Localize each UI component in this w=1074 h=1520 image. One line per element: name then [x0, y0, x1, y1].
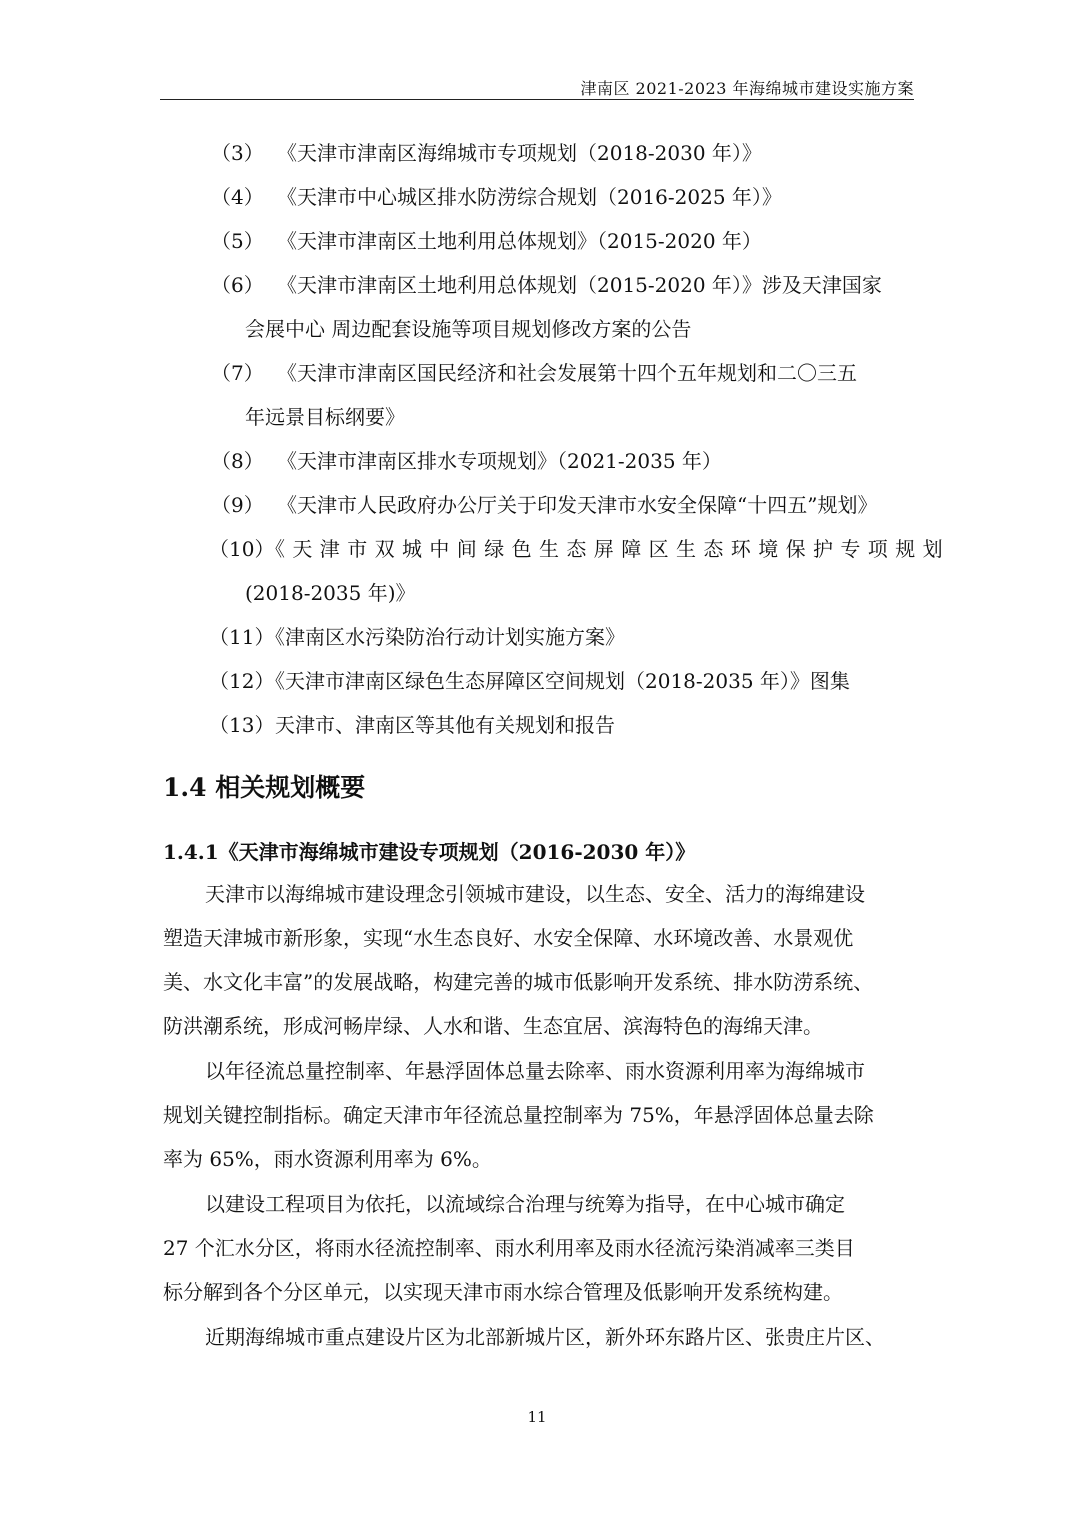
- reference-text-continuation: 年远景目标纲要》: [245, 405, 405, 429]
- reference-number: （8）: [211, 449, 264, 473]
- reference-number: （10）: [209, 537, 275, 561]
- reference-text: 天津市、津南区等其他有关规划和报告: [275, 713, 615, 737]
- paragraph-line: 规划关键控制指标。确定天津市年径流总量控制率为 75%，年悬浮固体总量去除: [163, 1103, 874, 1127]
- reference-item-8: [163, 439, 913, 483]
- paragraph-line: 标分解到各个分区单元，以实现天津市雨水综合管理及低影响开发系统构建。: [163, 1280, 843, 1304]
- body-paragraph-2: [163, 1049, 913, 1181]
- reference-number: （4）: [211, 185, 264, 209]
- reference-item-4: [163, 175, 913, 219]
- reference-item-12: [163, 659, 913, 703]
- reference-number: （6）: [211, 273, 264, 297]
- running-header: 津南区 2021-2023 年海绵城市建设实施方案: [580, 79, 914, 98]
- paragraph-line: 美、水文化丰富”的发展战略，构建完善的城市低影响开发系统、排水防涝系统、: [163, 970, 874, 994]
- reference-item-6: [163, 263, 913, 351]
- reference-number: （3）: [211, 141, 264, 165]
- body-paragraph-4: [163, 1315, 913, 1359]
- reference-item-7: [163, 351, 913, 439]
- paragraph-line: 近期海绵城市重点建设片区为北部新城片区，新外环东路片区、张贵庄片区、: [205, 1325, 885, 1349]
- reference-text-continuation: (2018-2035 年)》: [245, 581, 416, 605]
- reference-text-continuation: 会展中心 周边配套设施等项目规划修改方案的公告: [245, 317, 692, 341]
- paragraph-line: 27 个汇水分区，将雨水径流控制率、雨水利用率及雨水径流污染消减率三类目: [163, 1236, 855, 1260]
- reference-text: 《天津市双城中间绿色生态屏障区生态环境保护专项规划: [265, 537, 950, 561]
- body-paragraph-1: [163, 872, 913, 1048]
- reference-text: 《天津市人民政府办公厅关于印发天津市水安全保障“十四五”规划》: [277, 493, 878, 517]
- reference-item-3: [163, 131, 913, 175]
- reference-number: （11）: [209, 625, 275, 649]
- reference-number: （7）: [211, 361, 264, 385]
- page-number: 11: [527, 1408, 547, 1426]
- reference-text: 《天津市津南区国民经济和社会发展第十四个五年规划和二〇三五: [277, 361, 857, 385]
- reference-text: 《天津市中心城区排水防涝综合规划（2016-2025 年）》: [277, 185, 782, 209]
- paragraph-line: 塑造天津城市新形象，实现“水生态良好、水安全保障、水环境改善、水景观优: [163, 926, 854, 950]
- reference-item-9: [163, 483, 913, 527]
- body-paragraph-3: [163, 1182, 913, 1314]
- reference-text: 《天津市津南区绿色生态屏障区空间规划（2018-2035 年）》图集: [265, 669, 850, 693]
- reference-item-10: [163, 527, 950, 615]
- reference-text: 《天津市津南区土地利用总体规划（2015-2020 年）》涉及天津国家: [277, 273, 882, 297]
- reference-number: （12）: [209, 669, 275, 693]
- reference-number: （9）: [211, 493, 264, 517]
- reference-text: 《天津市津南区海绵城市专项规划（2018-2030 年）》: [277, 141, 762, 165]
- section-heading: 1.4 相关规划概要: [163, 773, 366, 802]
- reference-item-13: [163, 703, 913, 747]
- reference-item-5: [163, 219, 913, 263]
- paragraph-line: 天津市以海绵城市建设理念引领城市建设，以生态、安全、活力的海绵建设: [205, 882, 865, 906]
- paragraph-line: 防洪潮系统，形成河畅岸绿、人水和谐、生态宜居、滨海特色的海绵天津。: [163, 1014, 823, 1038]
- reference-text: 《津南区水污染防治行动计划实施方案》: [265, 625, 625, 649]
- paragraph-line: 以年径流总量控制率、年悬浮固体总量去除率、雨水资源利用率为海绵城市: [205, 1059, 865, 1083]
- reference-list: [163, 131, 950, 747]
- reference-number: （5）: [211, 229, 264, 253]
- reference-text: 《天津市津南区土地利用总体规划》（2015-2020 年）: [277, 229, 762, 253]
- reference-number: （13）: [209, 713, 275, 737]
- reference-item-11: [163, 615, 913, 659]
- paragraph-line: 以建设工程项目为依托，以流域综合治理与统筹为指导，在中心城市确定: [205, 1192, 845, 1216]
- paragraph-line: 率为 65%，雨水资源利用率为 6%。: [163, 1147, 492, 1171]
- header-divider: [160, 99, 914, 100]
- subsection-heading: 1.4.1《天津市海绵城市建设专项规划（2016-2030 年）》: [163, 840, 696, 864]
- reference-text: 《天津市津南区排水专项规划》（2021-2035 年）: [277, 449, 722, 473]
